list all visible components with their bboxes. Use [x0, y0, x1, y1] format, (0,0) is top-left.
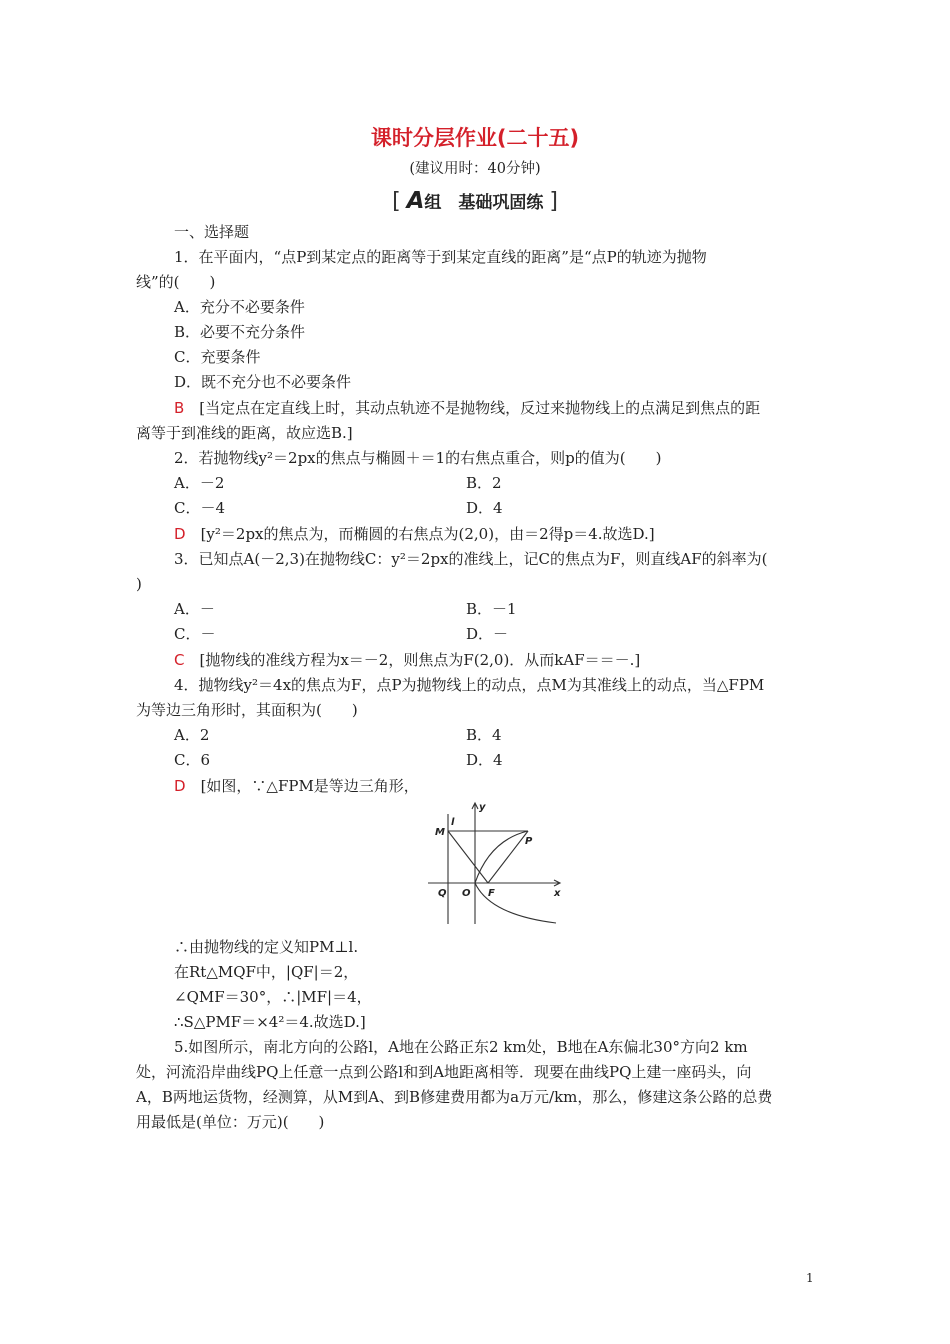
answer-line — [174, 398, 760, 418]
line-text: D．既不充分也不必要条件 — [174, 373, 352, 391]
text-line — [466, 725, 502, 745]
text-line — [174, 222, 249, 242]
label-O: O — [462, 888, 471, 899]
line-text: ∴S△PMF＝×4²＝4.故选D.] — [174, 1013, 366, 1031]
segment-MF — [448, 831, 488, 883]
page-number: 1 — [806, 1271, 814, 1285]
line-text: C．－ — [174, 625, 216, 643]
left-bracket: [ — [392, 189, 401, 214]
parabola-curve — [475, 831, 556, 923]
text-line — [466, 750, 503, 770]
line-text: ∴由抛物线的定义知PM⊥l. — [174, 938, 359, 956]
line-text: A．－ — [174, 600, 215, 618]
line-text: 4．抛物线y²＝4x的焦点为F，点P为抛物线上的动点，点M为其准线上的动点，当△FPM — [174, 676, 765, 694]
answer-line — [174, 776, 419, 796]
text-line — [174, 675, 764, 695]
label-l: l — [451, 817, 455, 828]
line-text: [抛物线的准线方程为x＝－2，则焦点为F(2,0)．从而kAF＝＝－.] — [184, 651, 641, 669]
text-line — [174, 599, 215, 619]
text-line — [174, 448, 662, 468]
line-text: C．6 — [174, 751, 211, 769]
text-line — [174, 322, 305, 342]
line-text: A．2 — [174, 726, 210, 744]
line-text: 离等于到准线的距离，故应选B.] — [136, 424, 353, 442]
text-line — [174, 1037, 748, 1057]
text-line — [174, 247, 707, 267]
label-y: y — [479, 802, 486, 813]
line-text: 1．在平面内，“点P到某定点的距离等于到某定直线的距离”是“点P的轨迹为抛物 — [174, 248, 707, 266]
text-line — [174, 498, 225, 518]
answer-letter: B — [174, 399, 185, 417]
line-text: C．－4 — [174, 499, 226, 517]
text-line — [466, 473, 502, 493]
text-line — [174, 962, 358, 982]
line-text: D．4 — [466, 499, 503, 517]
text-line — [174, 347, 260, 367]
text-line — [174, 725, 209, 745]
line-text: 用最低是(单位：万元)( ) — [136, 1113, 325, 1131]
line-text: A．充分不必要条件 — [174, 298, 305, 316]
suggested-time: (建议用时：40分钟) — [409, 161, 541, 177]
answer-letter: C — [174, 651, 185, 669]
label-F: F — [488, 888, 495, 899]
label-M: M — [435, 827, 445, 838]
text-line — [174, 624, 215, 644]
line-text: A，B两地运货物，经测算，从M到A、到B修建费用都为a万元/km，那么，修建这条公路的总费 — [136, 1088, 773, 1106]
line-text: B．4 — [466, 726, 502, 744]
text-line — [174, 473, 224, 493]
text-line — [136, 272, 215, 292]
answer-letter: D — [174, 525, 186, 543]
line-text: [y²＝2px的焦点为，而椭圆的右焦点为(2,0)，由＝2得p＝4.故选D.] — [185, 525, 655, 543]
text-line — [136, 1062, 751, 1082]
text-line — [466, 624, 508, 644]
line-text: 在Rt△MQF中，|QF|＝2， — [174, 963, 359, 981]
line-text: 处，河流沿岸曲线PQ上任意一点到公路l和到A地距离相等．现要在曲线PQ上建一座码头，向 — [136, 1063, 752, 1081]
line-text: 5.如图所示，南北方向的公路l，A地在公路正东2 km处，B地在A东偏北30°方向2 km — [174, 1038, 748, 1056]
line-text: 3．已知点A(－2,3)在抛物线C：y²＝2px的准线上，记C的焦点为F，则直线AF的斜率为( — [174, 550, 768, 568]
label-P: P — [525, 836, 533, 847]
label-Q: Q — [438, 888, 447, 899]
line-text: B．2 — [466, 474, 502, 492]
line-text: 线”的( ) — [136, 273, 216, 291]
text-line — [466, 498, 503, 518]
text-line — [136, 1112, 324, 1132]
line-text: B．－1 — [466, 600, 517, 618]
line-text: 一、选择题 — [174, 223, 250, 241]
line-text: D．4 — [466, 751, 503, 769]
answer-letter: D — [174, 777, 186, 795]
right-bracket: ] — [549, 189, 558, 214]
text-line — [136, 574, 142, 594]
line-text: [当定点在定直线上时，其动点轨迹不是抛物线，反过来抛物线上的点满足到焦点的距 — [184, 399, 761, 417]
text-line — [174, 372, 351, 392]
line-text: B．必要不充分条件 — [174, 323, 306, 341]
text-line — [174, 297, 305, 317]
line-text: ∠QMF＝30°，∴|MF|＝4， — [174, 988, 372, 1006]
line-text: C．充要条件 — [174, 348, 261, 366]
page-title: 课时分层作业(二十五) — [370, 126, 580, 150]
text-line — [174, 750, 210, 770]
section-heading — [0, 188, 950, 214]
group-letter: A — [406, 188, 425, 214]
text-line — [174, 1012, 366, 1032]
text-line — [136, 700, 358, 720]
text-line — [136, 1087, 772, 1107]
line-text: 为等边三角形时，其面积为( ) — [136, 701, 358, 719]
text-line — [174, 549, 768, 569]
answer-line — [174, 650, 640, 670]
text-line — [466, 599, 517, 619]
line-text: D．－ — [466, 625, 509, 643]
line-text: ) — [136, 575, 142, 593]
line-text: 2．若抛物线y²＝2px的焦点与椭圆＋＝1的右焦点重合，则p的值为( ) — [174, 449, 662, 467]
parabola-figure — [420, 800, 570, 928]
answer-line — [174, 524, 655, 544]
group-label: 组 基础巩固练 — [424, 193, 544, 213]
line-text: A．－2 — [174, 474, 225, 492]
text-line — [174, 937, 358, 957]
line-text: [如图，∵△FPM是等边三角形， — [185, 777, 419, 795]
text-line — [136, 423, 353, 443]
label-x: x — [554, 888, 561, 899]
text-line — [174, 987, 372, 1007]
